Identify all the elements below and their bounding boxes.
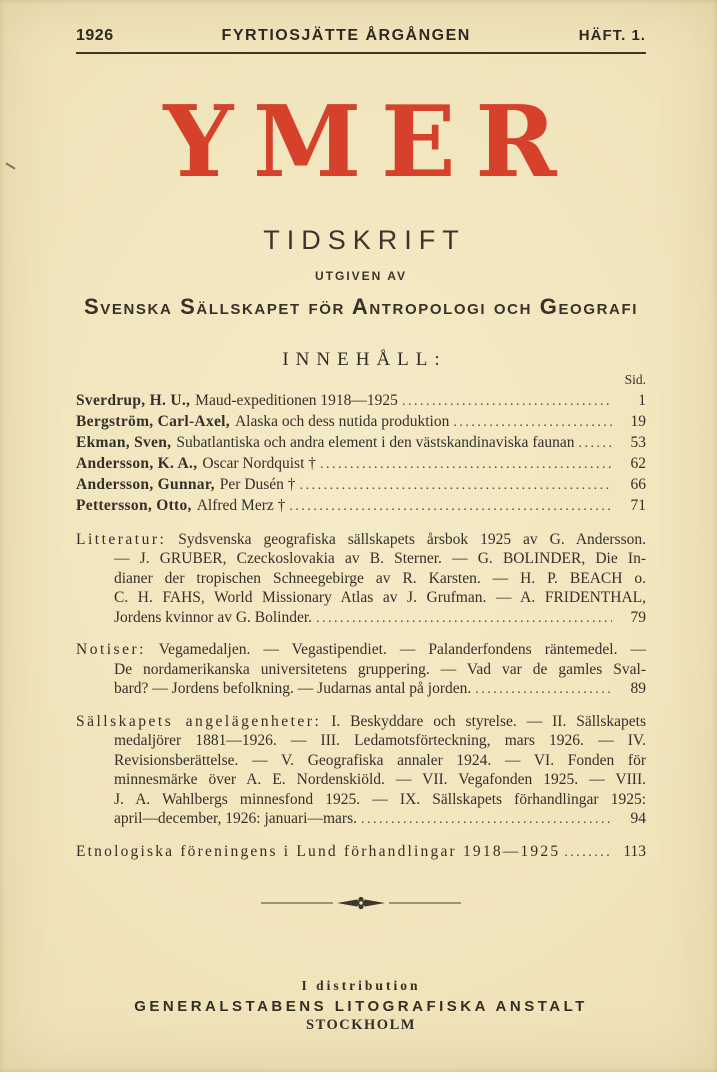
printer-city: STOCKHOLM: [306, 1016, 416, 1033]
page-number: 79: [630, 608, 646, 626]
toc-entry-title: Subatlantiska och andra element i den västskandinaviska faunan: [176, 433, 575, 451]
section-last-text: Jordens kvinnor av G. Bolinder.: [114, 608, 313, 626]
contents-section: [76, 640, 646, 700]
leader-dots: [564, 842, 612, 863]
page-number: 19: [630, 412, 646, 430]
toc-entry-author: Andersson, Gunnar,: [76, 475, 215, 493]
toc-entry-title: Alaska och dess nutida produktion: [234, 412, 450, 430]
section-lead: Litteratur:: [76, 530, 167, 548]
final-entry-text: Etnologiska föreningens i Lund förhandlingar 1918—1925: [76, 842, 561, 860]
page-number: 71: [630, 496, 646, 514]
toc-list: [76, 391, 646, 517]
leader-dots: [402, 391, 612, 412]
leader-dots: [289, 496, 612, 517]
toc-entry: [76, 496, 646, 517]
section-line: medaljörer 1881—1926. — III. Ledamotsförteckning, mars 1926. — IV.: [114, 732, 646, 750]
section-last-line: [76, 608, 646, 629]
page-number: 53: [630, 433, 646, 451]
toc-entry-title: Maud-expeditionen 1918—1925: [195, 391, 398, 409]
section-line: minnesmärke över A. E. Nordenskiöld. — VII. Vegafonden 1925. — VIII.: [114, 771, 646, 789]
toc-entry: [76, 454, 646, 475]
masthead: [76, 0, 646, 45]
contents-section: [76, 530, 646, 629]
imprint: [76, 978, 646, 1034]
section-line: J. A. Wahlbergs minnesfond 1925. — IX. Sällskapets förhandlingar 1925:: [114, 790, 646, 808]
pen-mark: [5, 162, 15, 170]
page-number: 1: [638, 391, 646, 409]
leader-dots: [300, 475, 612, 496]
contents-section: [76, 712, 646, 830]
toc-entry: [76, 433, 646, 454]
divider: [76, 895, 646, 916]
section-line: dianer der tropischen Schneegebirge av R. Karsten. — H. P. BEACH o.: [114, 569, 646, 587]
toc-entry-title: Oscar Nordquist †: [202, 454, 317, 472]
toc-entry-author: Bergström, Carl-Axel,: [76, 412, 230, 430]
section-first-line: Sällskapets angelägenheter: I. Beskyddare och styrelse. — II. Sällskapets: [76, 712, 646, 730]
distribution-label: I distribution: [301, 977, 421, 993]
toc-entry-author: Andersson, K. A.,: [76, 454, 198, 472]
published-by-label: UTGIVEN AV: [314, 268, 407, 283]
leader-dots: [320, 454, 612, 475]
toc-entry-author: Pettersson, Otto,: [76, 496, 192, 514]
toc-entry-author: Ekman, Sven,: [76, 433, 172, 451]
section-last-line: [76, 679, 646, 700]
section-first-line: Litteratur: Sydsvenska geografiska sällskapets årsbok 1925 av G. Andersson.: [76, 530, 646, 548]
journal-title: YMER: [163, 85, 577, 200]
scan-bottom-edge: [0, 1072, 717, 1080]
masthead-issue: HÄFT. 1.: [578, 27, 646, 44]
page-number: 66: [630, 475, 646, 493]
section-line: Revisionsberättelse. — V. Geografiska annaler 1924. — VI. Fonden för: [114, 751, 646, 769]
leader-dots: [361, 809, 612, 830]
contents-sections: [76, 530, 646, 830]
page-number: 113: [623, 842, 646, 860]
toc-entry: [76, 391, 646, 412]
toc-entry-title: Per Dusén †: [219, 475, 296, 493]
masthead-year: 1926: [76, 27, 114, 44]
section-lead: Sällskapets angelägenheter:: [76, 712, 322, 730]
masthead-rule: [76, 52, 646, 54]
contents-heading: INNEHÅLL:: [282, 348, 447, 370]
section-last-text: bard? — Jordens befolkning. — Judarnas antal på jorden.: [114, 680, 472, 698]
leader-dots: [579, 433, 613, 454]
leader-dots: [316, 608, 612, 629]
section-first-line: Notiser: Vegamedaljen. — Vegastipendiet. — Palanderfondens räntemedel. —: [76, 641, 646, 659]
section-lead: Notiser:: [76, 641, 146, 659]
final-entry: [76, 842, 646, 863]
divider-ornament: [261, 895, 461, 911]
printer-name: GENERALSTABENS LITOGRAFISKA ANSTALT: [134, 997, 588, 1015]
toc-entry-author: Sverdrup, H. U.,: [76, 391, 191, 409]
toc-entry-title: Alfred Merz †: [196, 496, 286, 514]
section-last-text: april—december, 1926: januari—mars.: [114, 810, 357, 828]
section-line: De nordamerikanska universitetens gruppering. — Vad var de gamles Sval-: [114, 660, 646, 678]
section-line: C. H. FAHS, World Missionary Atlas av J. Grufman. — A. FRIDENTHAL,: [114, 589, 646, 607]
section-line: — J. GRUBER, Czeckoslovakia av B. Sterner. — G. BOLINDER, Die In-: [114, 550, 646, 568]
page-number: 89: [630, 680, 646, 698]
masthead-volume: FYRTIOSJÄTTE ÅRGÅNGEN: [221, 27, 471, 44]
journal-subtitle: TIDSKRIFT: [263, 224, 466, 255]
page-column-label: Sid.: [624, 371, 646, 387]
page-number: 62: [630, 454, 646, 472]
toc-entry: [76, 475, 646, 496]
leader-dots: [475, 679, 612, 700]
toc-entry: [76, 412, 646, 433]
page-content: [76, 0, 646, 1034]
society-name: Svenska Sällskapet för Antropologi och Geografi: [84, 293, 638, 319]
leader-dots: [453, 412, 612, 433]
page-number: 94: [630, 810, 646, 828]
section-last-line: [76, 809, 646, 830]
